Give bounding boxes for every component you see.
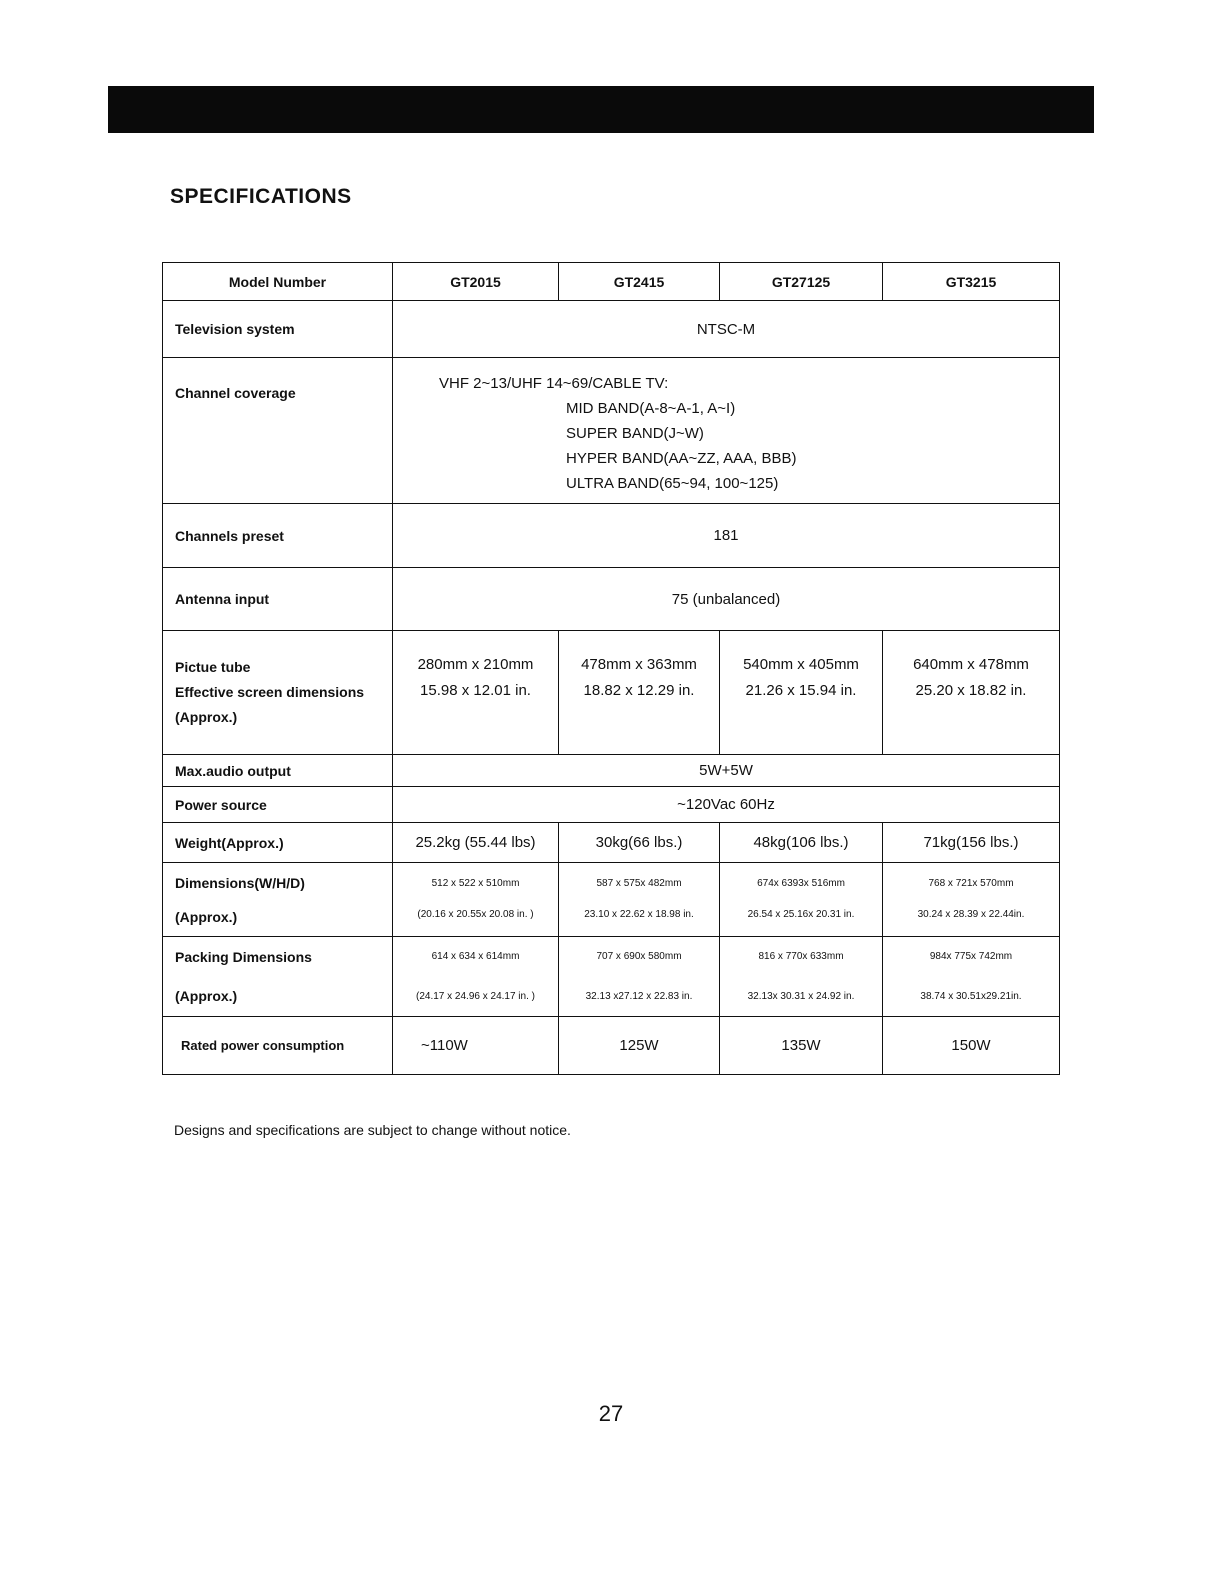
table-row-max-audio-output — [163, 755, 1060, 787]
dimensions-gt3215 — [883, 863, 1060, 937]
dimensions-gt27125 — [720, 863, 883, 937]
packing-dimensions-in: 32.13 x27.12 x 22.83 in. — [585, 990, 693, 1002]
model-gt27125: GT27125 — [720, 263, 883, 301]
packing-dimensions-in: 38.74 x 30.51x29.21in. — [920, 990, 1022, 1002]
dimensions-in: 30.24 x 28.39 x 22.44in. — [917, 909, 1025, 920]
packing-dimensions-mm: 707 x 690x 580mm — [596, 950, 682, 962]
coverage-line-super-band: SUPER BAND(J~W) — [566, 424, 704, 442]
channel-coverage-label: Channel coverage — [163, 358, 393, 504]
picture-tube-mm: 540mm x 405mm — [743, 656, 859, 673]
table-row-television-system — [163, 301, 1060, 358]
coverage-line-hyper-band: HYPER BAND(AA~ZZ, AAA, BBB) — [566, 449, 797, 467]
dimensions-gt2015 — [393, 863, 559, 937]
power-source-value: ~120Vac 60Hz — [393, 787, 1060, 823]
antenna-input-value: 75 (unbalanced) — [393, 568, 1060, 631]
dimensions-mm: 674x 6393x 516mm — [757, 878, 845, 889]
dimensions-mm: 768 x 721x 570mm — [928, 878, 1014, 889]
picture-tube-label — [163, 631, 393, 755]
model-gt2415: GT2415 — [559, 263, 720, 301]
dimensions-mm: 512 x 522 x 510mm — [431, 878, 520, 889]
model-number-label: Model Number — [163, 263, 393, 301]
packing-dimensions-in: 32.13x 30.31 x 24.92 in. — [747, 990, 855, 1002]
rated-power-gt3215: 150W — [883, 1017, 1060, 1075]
max-audio-output-label: Max.audio output — [163, 755, 393, 787]
dimensions-in: 26.54 x 25.16x 20.31 in. — [747, 909, 855, 920]
picture-tube-gt2015 — [393, 631, 559, 755]
picture-tube-label-line-3: (Approx.) — [175, 709, 238, 725]
packing-dimensions-mm: 614 x 634 x 614mm — [431, 950, 520, 962]
specifications-table — [162, 262, 1060, 1075]
packing-dimensions-in: (24.17 x 24.96 x 24.17 in. ) — [416, 990, 535, 1002]
picture-tube-gt27125 — [720, 631, 883, 755]
packing-dimensions-gt3215 — [883, 937, 1060, 1017]
picture-tube-in: 21.26 x 15.94 in. — [745, 682, 857, 699]
dimensions-gt2415 — [559, 863, 720, 937]
weight-gt2415: 30kg(66 lbs.) — [559, 823, 720, 863]
coverage-line-ultra-band: ULTRA BAND(65~94, 100~125) — [566, 474, 779, 492]
model-gt2015: GT2015 — [393, 263, 559, 301]
television-system-value: NTSC-M — [393, 301, 1060, 358]
picture-tube-gt2415 — [559, 631, 720, 755]
table-row-channel-coverage — [163, 358, 1060, 504]
picture-tube-in: 25.20 x 18.82 in. — [915, 682, 1027, 699]
antenna-input-label: Antenna input — [163, 568, 393, 631]
picture-tube-mm: 280mm x 210mm — [417, 656, 534, 673]
television-system-label: Television system — [163, 301, 393, 358]
picture-tube-in: 15.98 x 12.01 in. — [420, 682, 531, 699]
packing-dimensions-label-line-2: (Approx.) — [175, 988, 238, 1004]
power-source-label: Power source — [163, 787, 393, 823]
weight-gt27125: 48kg(106 lbs.) — [720, 823, 883, 863]
channels-preset-value: 181 — [393, 504, 1060, 568]
packing-dimensions-gt2415 — [559, 937, 720, 1017]
dimensions-in: 23.10 x 22.62 x 18.98 in. — [584, 909, 694, 920]
table-row-dimensions — [163, 863, 1060, 937]
packing-dimensions-label — [163, 937, 393, 1017]
table-row-packing-dimensions — [163, 937, 1060, 1017]
table-row-channels-preset — [163, 504, 1060, 568]
table-row-weight — [163, 823, 1060, 863]
picture-tube-label-line-1: Pictue tube — [175, 659, 251, 675]
page-number: 27 — [598, 1401, 624, 1426]
rated-power-gt2415: 125W — [559, 1017, 720, 1075]
table-row-picture-tube — [163, 631, 1060, 755]
table-row-antenna-input — [163, 568, 1060, 631]
table-row-model-number — [163, 263, 1060, 301]
weight-gt3215: 71kg(156 lbs.) — [883, 823, 1060, 863]
picture-tube-label-line-2: Effective screen dimensions — [175, 684, 365, 700]
rated-power-gt2015: ~110W — [393, 1017, 559, 1075]
table-row-rated-power — [163, 1017, 1060, 1075]
picture-tube-gt3215 — [883, 631, 1060, 755]
packing-dimensions-mm: 984x 775x 742mm — [929, 950, 1013, 962]
weight-label: Weight(Approx.) — [163, 823, 393, 863]
rated-power-label: Rated power consumption — [163, 1017, 393, 1075]
page-title: SPECIFICATIONS — [170, 185, 352, 208]
channel-coverage-value — [393, 358, 1060, 504]
dimensions-label-line-1: Dimensions(W/H/D) — [175, 874, 305, 891]
picture-tube-in: 18.82 x 12.29 in. — [583, 682, 695, 699]
channels-preset-label: Channels preset — [163, 504, 393, 568]
packing-dimensions-gt2015 — [393, 937, 559, 1017]
picture-tube-mm: 640mm x 478mm — [913, 656, 1029, 673]
packing-dimensions-gt27125 — [720, 937, 883, 1017]
picture-tube-mm: 478mm x 363mm — [581, 656, 697, 673]
weight-gt2015: 25.2kg (55.44 lbs) — [393, 823, 559, 863]
packing-dimensions-mm: 816 x 770x 633mm — [758, 950, 844, 962]
dimensions-in: (20.16 x 20.55x 20.08 in. ) — [417, 909, 534, 920]
dimensions-label — [163, 863, 393, 937]
coverage-line-mid-band: MID BAND(A-8~A-1, A~I) — [566, 399, 736, 417]
table-row-power-source — [163, 787, 1060, 823]
header-bar — [108, 86, 1094, 133]
packing-dimensions-label-line-1: Packing Dimensions — [175, 949, 312, 965]
model-gt3215: GT3215 — [883, 263, 1060, 301]
coverage-line-vhf: VHF 2~13/UHF 14~69/CABLE TV: — [439, 374, 669, 392]
max-audio-output-value: 5W+5W — [393, 755, 1060, 787]
dimensions-label-line-2: (Approx.) — [175, 908, 238, 925]
rated-power-gt27125: 135W — [720, 1017, 883, 1075]
footer-note: Designs and specifications are subject to change without notice. — [174, 1122, 571, 1138]
dimensions-mm: 587 x 575x 482mm — [596, 878, 682, 889]
